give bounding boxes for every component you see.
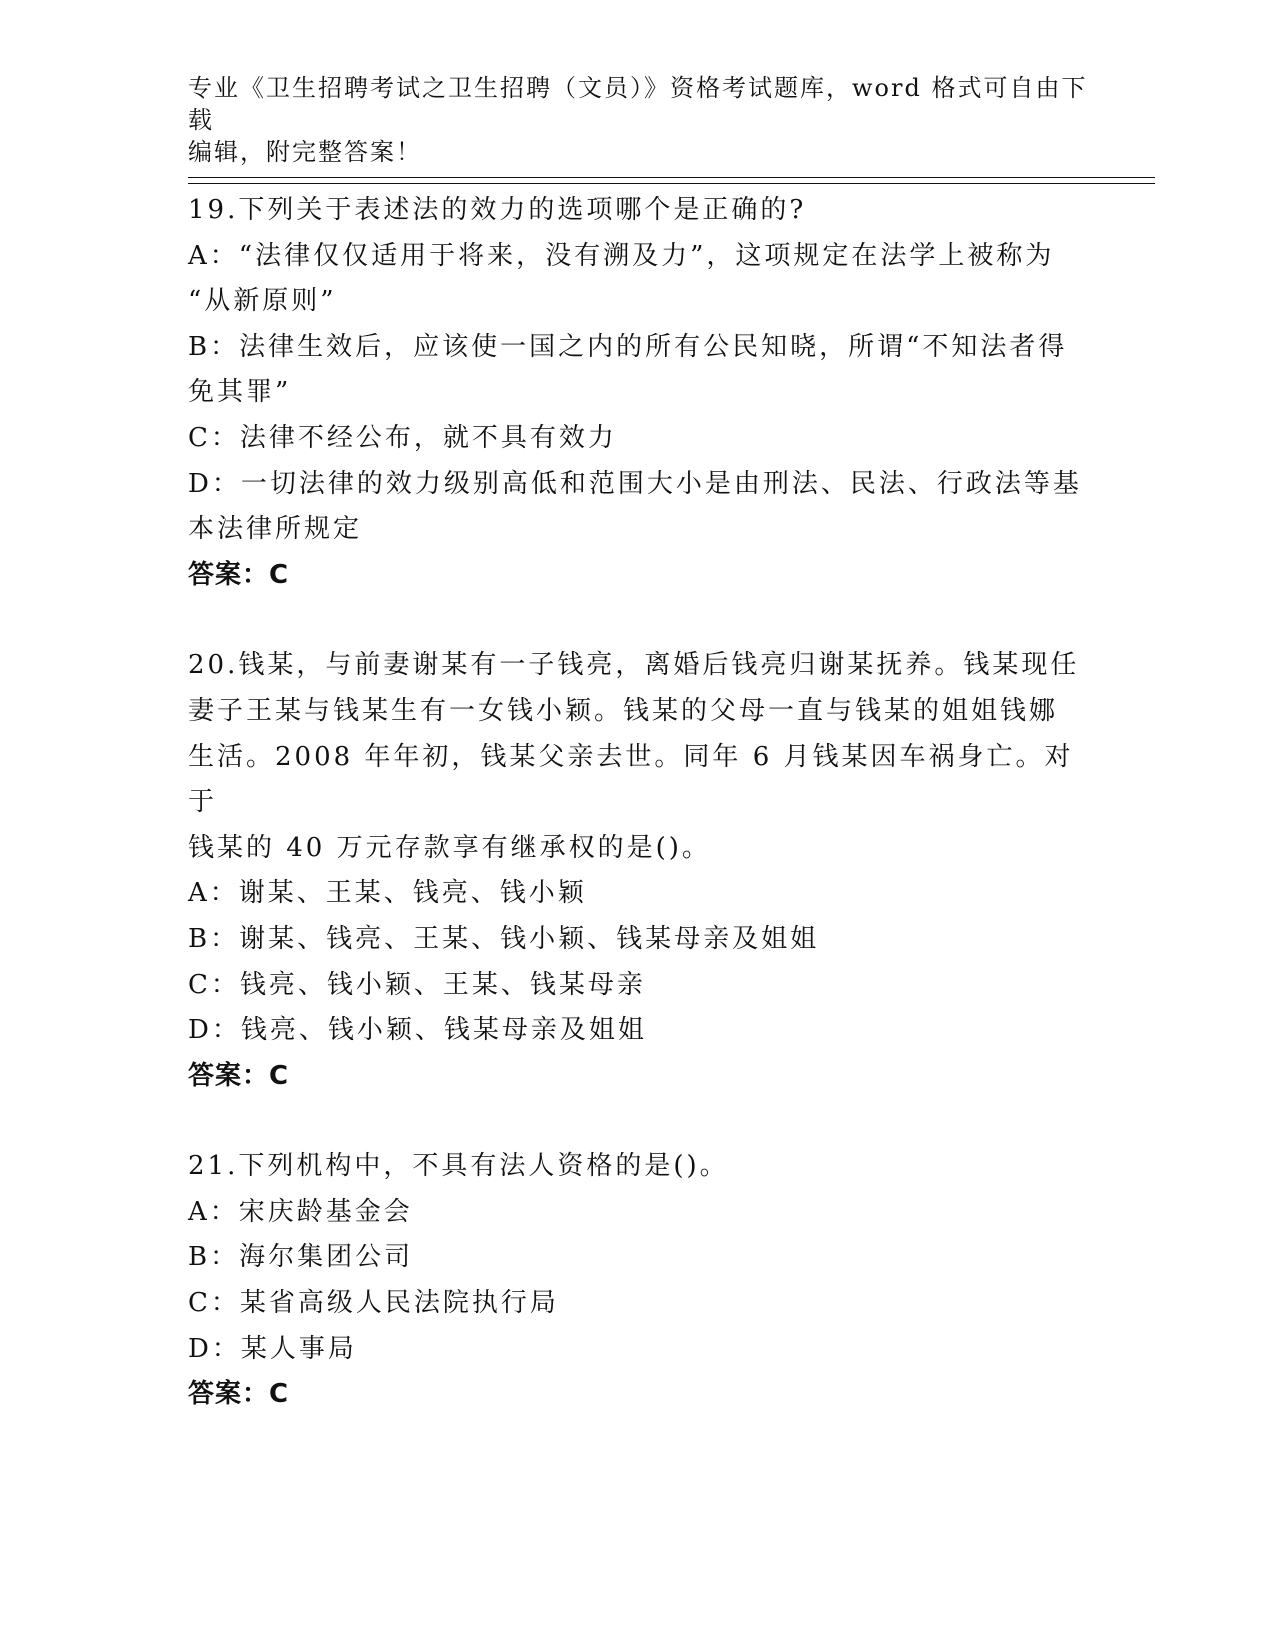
option-d: [188, 462, 1088, 553]
answer-label: 答案：C: [188, 1379, 290, 1410]
header-line-1: 专业《卫生招聘考试之卫生招聘（文员）》资格考试题库，word 格式可自由下载: [188, 74, 1088, 134]
answer-label: 答案：C: [188, 559, 290, 590]
option-b: [188, 325, 1088, 416]
option-line: A：宋庆龄基金会: [188, 1196, 413, 1227]
option-line: B：海尔集团公司: [188, 1242, 414, 1273]
option-line: C：法律不经公布，就不具有效力: [188, 422, 617, 453]
option-line: B：谢某、钱亮、王某、钱小颖、钱某母亲及姐姐: [188, 923, 820, 954]
option-line: 免其罪”: [188, 377, 292, 408]
answer-label: 答案：C: [188, 1060, 290, 1091]
option-a: [188, 1190, 1088, 1236]
option-line: C：钱亮、钱小颖、王某、钱某母亲: [188, 969, 646, 1000]
option-line: “从新原则”: [188, 286, 337, 317]
option-line: 本法律所规定: [188, 514, 363, 545]
option-line: D：一切法律的效力级别高低和范围大小是由刑法、民法、行政法等基: [188, 468, 1082, 499]
option-c: [188, 416, 1088, 462]
option-a: [188, 234, 1088, 325]
question-stem: 妻子王某与钱某生有一女钱小颖。钱某的父母一直与钱某的姐姐钱娜: [188, 695, 1059, 726]
question-19: [188, 188, 1088, 598]
document-header: [188, 72, 1088, 168]
option-d: [188, 1008, 1088, 1054]
header-divider-top: [188, 177, 1155, 178]
option-line: B：法律生效后，应该使一国之内的所有公民知晓，所谓“不知法者得: [188, 331, 1068, 362]
option-line: D：某人事局: [188, 1333, 357, 1364]
option-line: A：“法律仅仅适用于将来，没有溯及力”，这项规定在法学上被称为: [188, 240, 1055, 271]
question-20: [188, 643, 1088, 1099]
option-b: [188, 917, 1088, 963]
question-stem: 21.下列机构中，不具有法人资格的是()。: [188, 1151, 729, 1182]
option-line: D：钱亮、钱小颖、钱某母亲及姐姐: [188, 1015, 647, 1046]
option-c: [188, 963, 1088, 1009]
question-stem: 生活。2008 年年初，钱某父亲去世。同年 6 月钱某因车祸身亡。对于: [188, 741, 1074, 818]
header-divider-bottom: [188, 183, 1155, 184]
option-line: A：谢某、王某、钱亮、钱小颖: [188, 878, 587, 909]
question-stem: 20.钱某，与前妻谢某有一子钱亮，离婚后钱亮归谢某抚养。钱某现任: [188, 650, 1080, 681]
option-line: C：某省高级人民法院执行局: [188, 1288, 559, 1319]
option-a: [188, 871, 1088, 917]
option-d: [188, 1327, 1088, 1373]
header-line-2: 编辑，附完整答案！: [188, 138, 422, 166]
option-c: [188, 1281, 1088, 1327]
question-stem: 19.下列关于表述法的效力的选项哪个是正确的?: [188, 195, 807, 225]
question-stem: 钱某的 40 万元存款享有继承权的是()。: [188, 832, 711, 863]
question-list: [188, 188, 1088, 1463]
option-b: [188, 1235, 1088, 1281]
question-21: [188, 1144, 1088, 1418]
